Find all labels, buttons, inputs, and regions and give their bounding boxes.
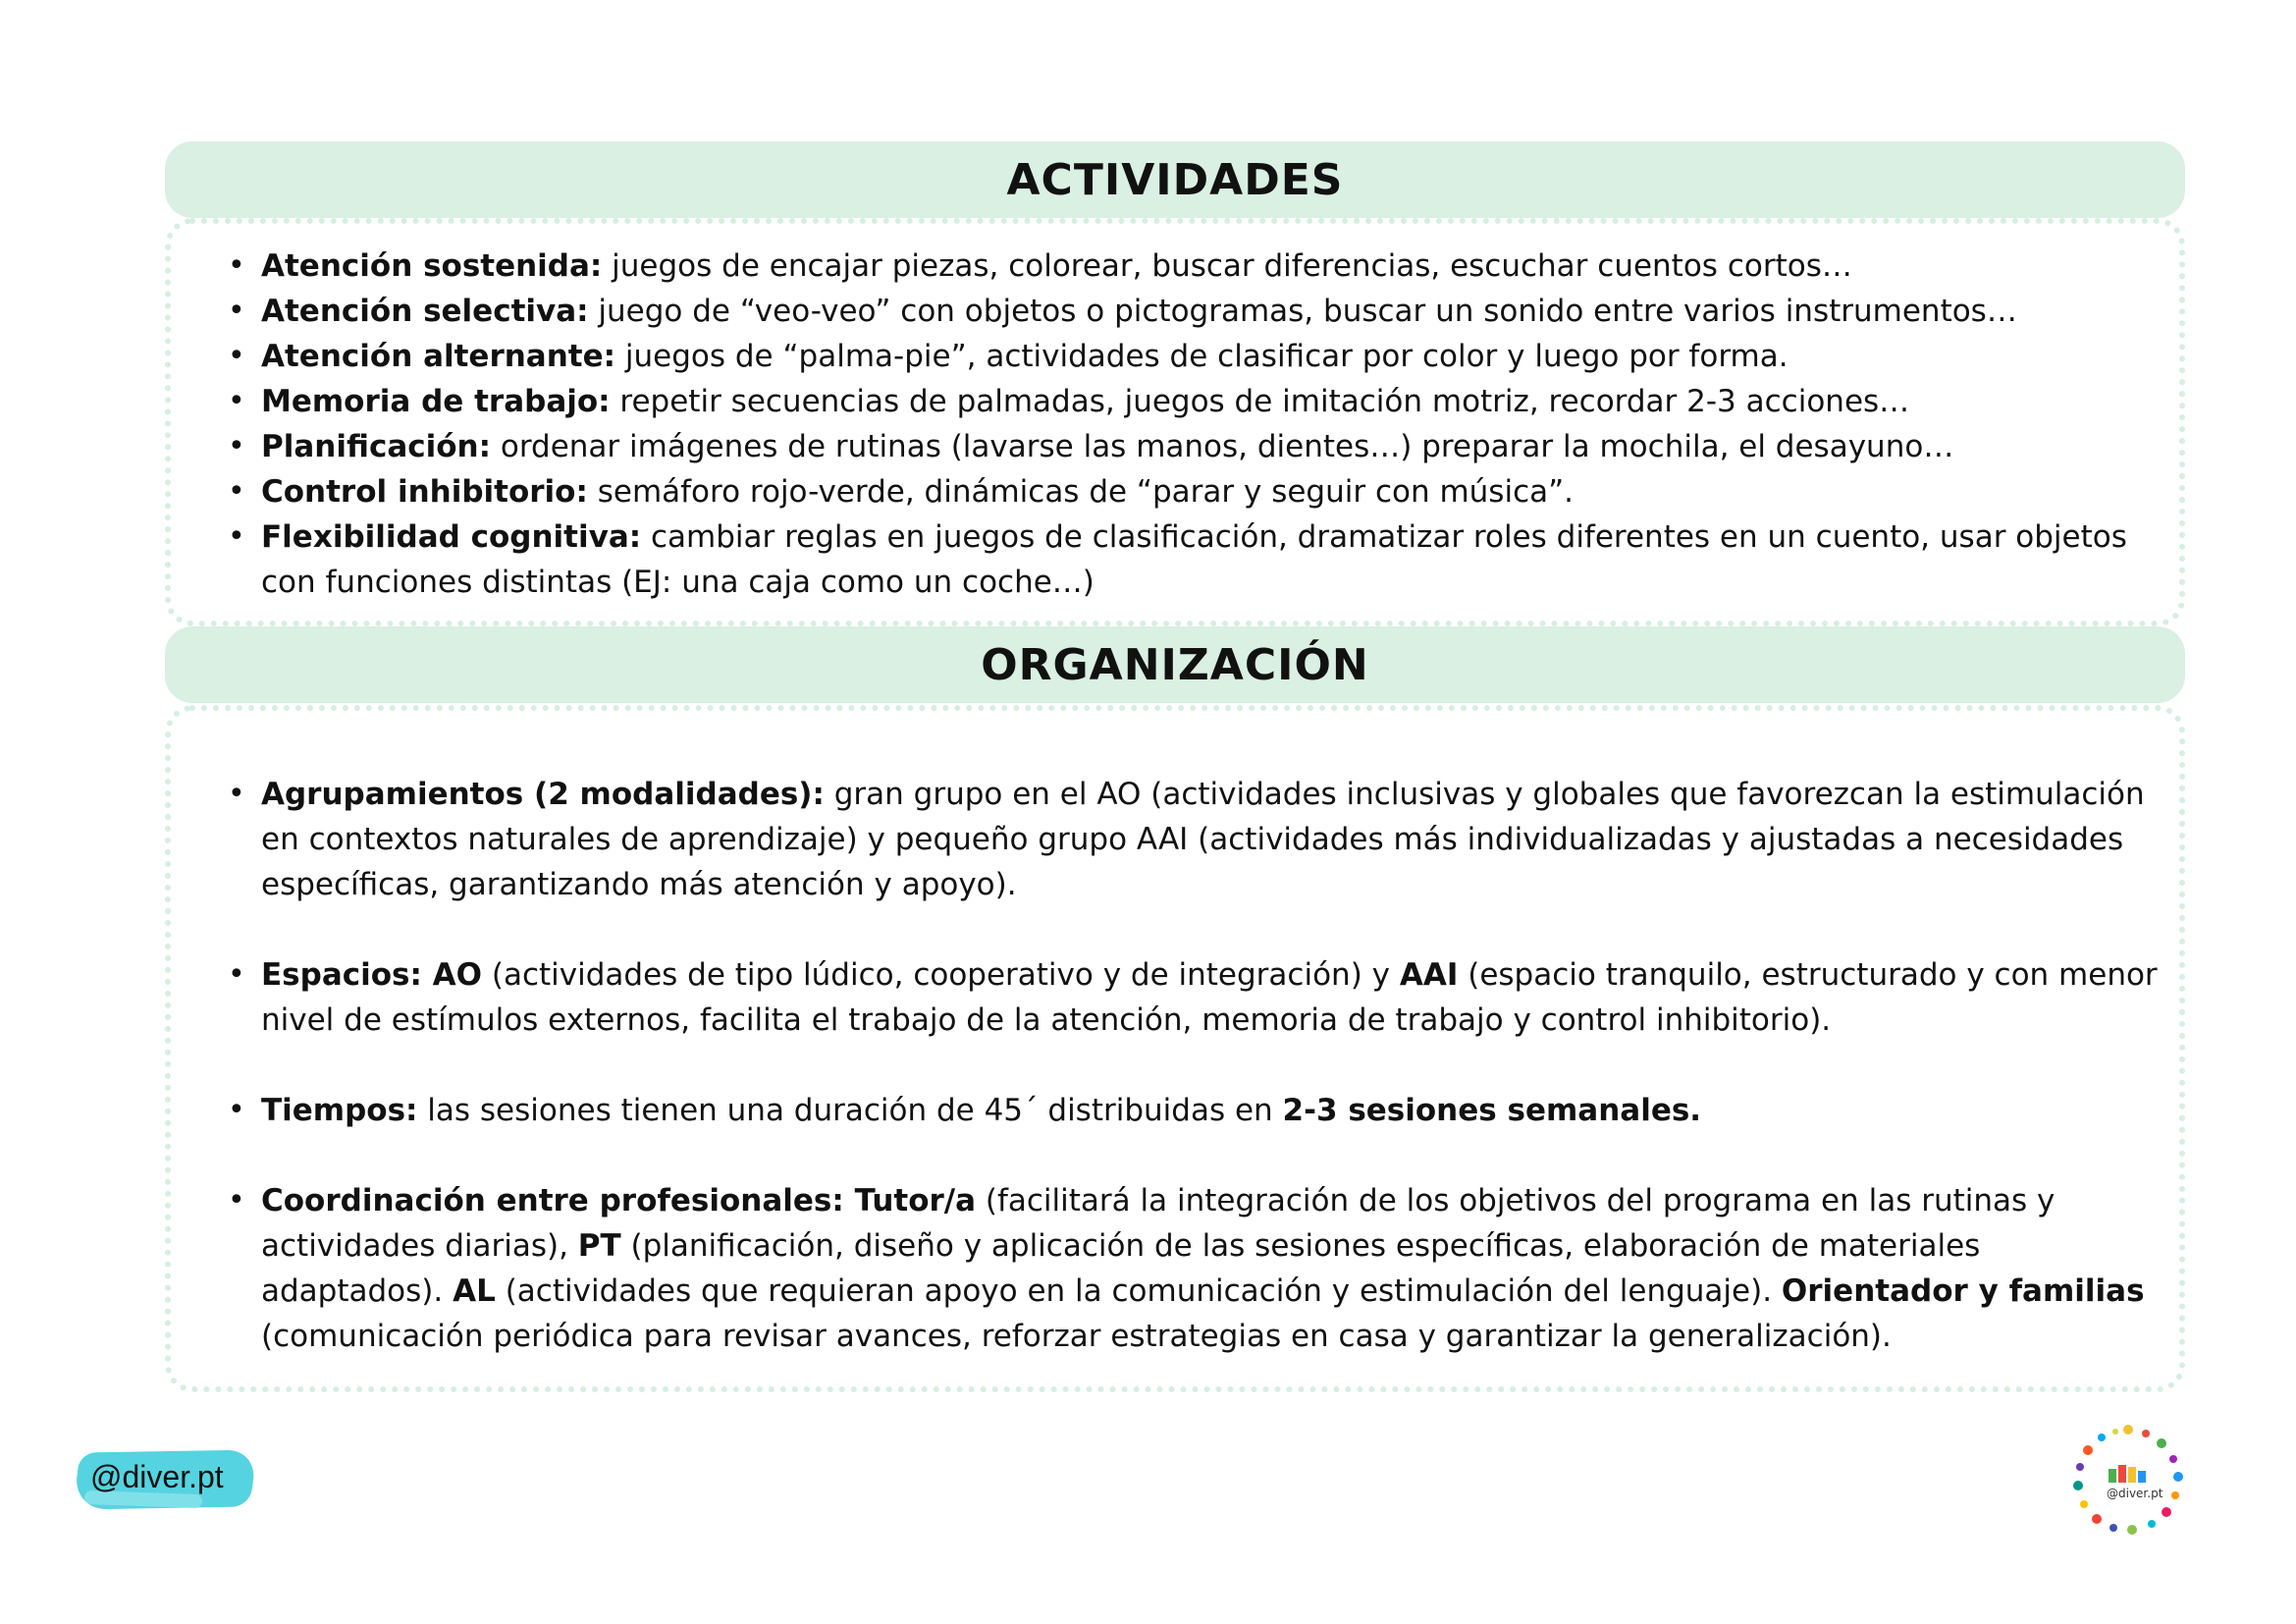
aai-text: (espacio tranquilo, estructurado y con menor nivel de estímulos externos, facilita el trabajo de la atención, memoria de trabajo y control inhibitorio). <box>261 957 2158 1038</box>
pt-label: PT <box>577 1228 621 1264</box>
item-text: repetir secuencias de palmadas, juegos de imitación motriz, recordar 2-3 acciones… <box>610 384 1910 419</box>
item-label: Memoria de trabajo: <box>261 384 611 419</box>
list-item-tiempos <box>171 1088 2179 1133</box>
ao-label: AO <box>421 957 483 993</box>
list-item <box>171 514 2179 605</box>
item-text: juegos de encajar piezas, colorear, buscar diferencias, escuchar cuentos cortos… <box>602 248 1852 284</box>
orientador-text: (comunicación periódica para revisar avances, reforzar estrategias en casa y garantizar la generalización). <box>261 1319 1892 1354</box>
ao-text: (actividades de tipo lúdico, cooperativo y de integración) y <box>482 957 1400 993</box>
item-label: Atención alternante: <box>261 339 616 374</box>
item-text: juego de “veo-veo” con objetos o pictogramas, buscar un sonido entre varios instrumentos… <box>588 294 2017 329</box>
item-label: Control inhibitorio: <box>261 474 588 510</box>
actividades-title: ACTIVIDADES <box>1006 154 1344 205</box>
list-item <box>171 424 2179 469</box>
organizacion-list <box>171 772 2179 1359</box>
actividades-list <box>171 244 2179 605</box>
aai-label: AAI <box>1399 957 1459 993</box>
item-text: cambiar reglas en juegos de clasificación, dramatizar roles diferentes en un cuento, usar objetos con funciones distintas (EJ: una caja como un coche…) <box>261 519 2127 600</box>
organizacion-header <box>165 626 2185 703</box>
orientador-label: Orientador y familias <box>1781 1273 2145 1309</box>
logo-text: @diver.pt <box>2107 1487 2163 1500</box>
item-label: Espacios: <box>261 957 422 993</box>
item-label: Atención sostenida: <box>261 248 603 284</box>
list-item-agrupamientos <box>171 772 2179 907</box>
item-label: Atención selectiva: <box>261 294 589 329</box>
pt-text: (planificación, diseño y aplicación de las sesiones específicas, elaboración de materiales adaptados). <box>261 1228 1981 1309</box>
item-label: Flexibilidad cognitiva: <box>261 519 642 555</box>
brand-tag <box>77 1445 253 1514</box>
item-label: Agrupamientos (2 modalidades): <box>261 777 825 812</box>
list-item <box>171 379 2179 424</box>
tutor-text: (facilitará la integración de los objetivos del programa en las rutinas y actividades diarias), <box>261 1183 2056 1264</box>
item-text: las sesiones tienen una duración de 45´ distribuidas en <box>417 1093 1283 1128</box>
organizacion-title: ORGANIZACIÓN <box>981 639 1369 690</box>
actividades-header <box>165 141 2185 218</box>
item-text: juegos de “palma-pie”, actividades de clasificar por color y luego por forma. <box>615 339 1789 374</box>
item-text: gran grupo en el AO (actividades inclusivas y globales que favorezcan la estimulación en contextos naturales de aprendizaje) y pequeño grupo AAI (actividades más individualizadas y ajustadas a necesidades específicas, garantizando más atención y apoyo). <box>261 777 2145 902</box>
item-text: semáforo rojo-verde, dinámicas de “parar y seguir con música”. <box>587 474 1575 510</box>
al-label: AL <box>453 1273 496 1309</box>
tutor-label: Tutor/a <box>843 1183 977 1218</box>
brand-handle: @diver.pt <box>90 1459 224 1494</box>
list-item-coordinacion <box>171 1178 2179 1359</box>
actividades-box <box>165 218 2185 626</box>
logo <box>2069 1422 2187 1540</box>
item-label: Planificación: <box>261 429 491 464</box>
sessions-text: 2-3 sesiones semanales. <box>1282 1093 1702 1128</box>
organizacion-box <box>165 705 2185 1392</box>
al-text: (actividades que requieran apoyo en la comunicación y estimulación del lenguaje). <box>495 1273 1782 1309</box>
item-label: Tiempos: <box>261 1093 418 1128</box>
logo-icon <box>2069 1422 2187 1540</box>
list-item-espacios <box>171 952 2179 1043</box>
list-item <box>171 289 2179 334</box>
list-item <box>171 334 2179 379</box>
item-label: Coordinación entre profesionales: <box>261 1183 844 1218</box>
list-item <box>171 469 2179 514</box>
list-item <box>171 244 2179 289</box>
item-text: ordenar imágenes de rutinas (lavarse las manos, dientes…) preparar la mochila, el desayuno… <box>491 429 1954 464</box>
